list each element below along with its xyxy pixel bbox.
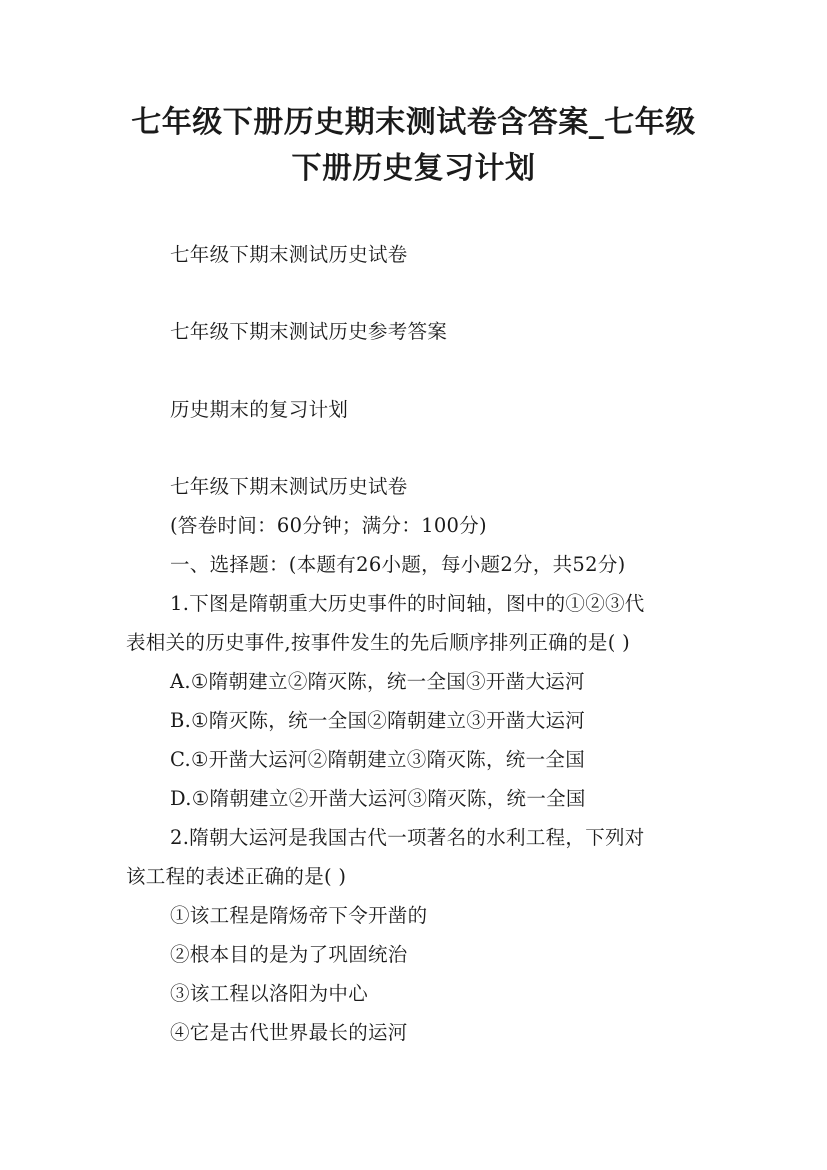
question-1-line-2: 表相关的历史事件,按事件发生的先后顺序排列正确的是( ) bbox=[126, 631, 631, 654]
exam-info: (答卷时间：60分钟；满分：100分) bbox=[170, 514, 487, 537]
question-1-option-b: B.①隋灭陈，统一全国②隋朝建立③开凿大运河 bbox=[170, 709, 586, 732]
toc-item-review-plan: 历史期末的复习计划 bbox=[170, 398, 349, 421]
question-2-statement-3: ③该工程以洛阳为中心 bbox=[170, 982, 369, 1005]
question-2-statement-1: ①该工程是隋炀帝下令开凿的 bbox=[170, 904, 428, 927]
document-title bbox=[100, 100, 727, 192]
question-2-statement-2: ②根本目的是为了巩固统治 bbox=[170, 943, 408, 966]
question-1-option-a: A.①隋朝建立②隋灭陈，统一全国③开凿大运河 bbox=[170, 670, 585, 693]
question-1-option-c: C.①开凿大运河②隋朝建立③隋灭陈，统一全国 bbox=[170, 748, 586, 771]
toc-item-answer-key: 七年级下期末测试历史参考答案 bbox=[170, 320, 448, 343]
question-2-line-1: 2.隋朝大运河是我国古代一项著名的水利工程，下列对 bbox=[170, 826, 645, 849]
title-line-1: 七年级下册历史期末测试卷含答案_七年级 bbox=[131, 105, 696, 140]
title-line-2: 下册历史复习计划 bbox=[291, 151, 536, 186]
section-heading: 七年级下期末测试历史试卷 bbox=[170, 475, 408, 498]
part-one-heading: 一、选择题：(本题有26小题，每小题2分，共52分) bbox=[170, 553, 626, 576]
question-2-statement-4: ④它是古代世界最长的运河 bbox=[170, 1021, 408, 1044]
question-2-line-2: 该工程的表述正确的是( ) bbox=[126, 865, 347, 888]
question-1-line-1: 1.下图是隋朝重大历史事件的时间轴，图中的①②③代 bbox=[170, 592, 645, 615]
toc-item-test-paper: 七年级下期末测试历史试卷 bbox=[170, 243, 408, 266]
question-1-option-d: D.①隋朝建立②开凿大运河③隋灭陈，统一全国 bbox=[170, 787, 586, 810]
